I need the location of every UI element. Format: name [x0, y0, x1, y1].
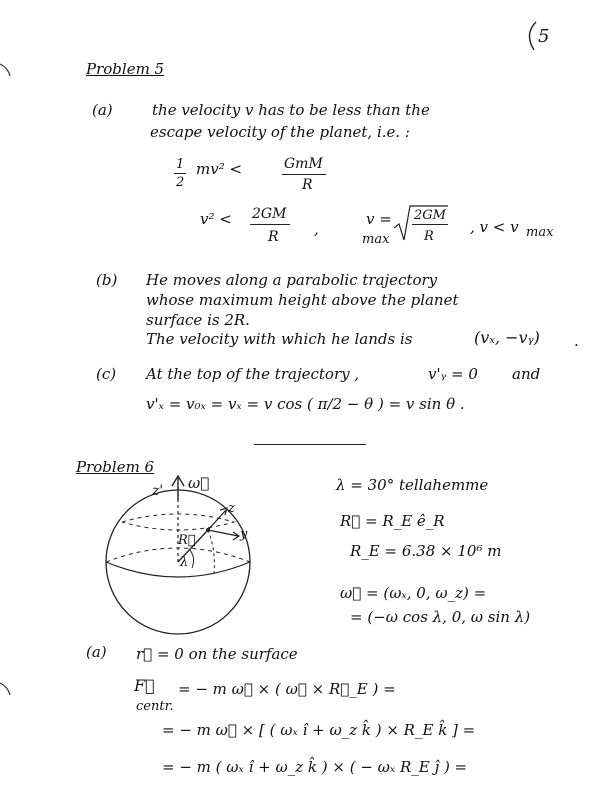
label-r: R⃗ [178, 533, 196, 548]
eq2-sqrt-num: 2GM [414, 208, 446, 223]
problem5-c-line1: At the top of the trajectory , [146, 365, 360, 383]
force-line3: = − m ( ωₓ î + ω_z k̂ ) × ( − ωₓ R_E ĵ ) = [162, 758, 468, 776]
eq2-den: R [268, 229, 279, 245]
page-number: 5 [538, 26, 550, 47]
problem5-a-label: (a) [92, 101, 113, 119]
problem5-title: Problem 5 [86, 60, 165, 78]
eq2-end: , v < v [470, 218, 519, 236]
lambda-arc [190, 550, 194, 568]
problem5-b-label: (b) [96, 271, 118, 289]
section-separator [254, 444, 366, 445]
eq2-max: max [362, 232, 390, 247]
eq2-sqrt-den: R [424, 229, 434, 244]
problem6-lat: λ = 30° tellahemme [336, 476, 489, 494]
latitude-circle [122, 514, 234, 530]
problem5-b-tuple: (vₓ, −vᵧ) [474, 328, 540, 347]
problem5-c-line2: v'ₓ = v₀ₓ = vₓ = v cos ( π/2 − θ ) = v sin θ . [146, 395, 465, 413]
eq1-half-den: 2 [176, 175, 185, 190]
problem5-b-period: . [574, 332, 579, 350]
force-sub: centr. [136, 699, 174, 714]
eq1-lhs: mv² < [196, 160, 243, 178]
eq2-lhs: v² < [200, 210, 232, 228]
problem6-a-label: (a) [86, 643, 107, 661]
problem5-a-line1: the velocity v has to be less than the [152, 101, 430, 119]
eq1-rhs-num: GmM [284, 156, 323, 172]
label-z: z [228, 501, 235, 516]
label-z-prime: z' [152, 483, 164, 499]
eq2-v: v = [366, 210, 392, 228]
eq2-bar [250, 224, 290, 225]
problem5-b-line2: whose maximum height above the planet [146, 291, 459, 309]
eq2-sqrt-bar [412, 224, 448, 225]
force-line2: = − m ω⃗ × [ ( ωₓ î + ω_z k̂ ) × R_E k̂ ] = [162, 721, 476, 739]
force-line1: = − m ω⃗ × ( ω⃗ × R⃗_E ) = [178, 680, 396, 698]
eq2-num: 2GM [252, 206, 287, 222]
problem6-r-vec: R⃗ = R_E ê_R [340, 512, 445, 530]
eq1-half-num: 1 [176, 157, 185, 172]
earth-sphere-diagram [96, 470, 356, 640]
problem5-c-vy: v'ᵧ = 0 [428, 365, 478, 383]
problem5-b-line4: The velocity with which he lands is [146, 330, 413, 348]
eq1-rhs-den: R [302, 177, 313, 193]
eq2-end-sub: max [526, 225, 554, 240]
local-z-axis [208, 510, 226, 530]
binder-mark-bottom [0, 681, 20, 701]
problem5-a-line2: escape velocity of the planet, i.e. : [150, 123, 410, 141]
eq1-half-bar [174, 173, 186, 174]
force-lhs: F⃗ [134, 676, 155, 695]
problem5-c-label: (c) [96, 365, 117, 383]
binder-mark-top [0, 62, 20, 82]
label-y: y [240, 527, 248, 542]
surface-point [206, 528, 210, 532]
equator-front [106, 562, 250, 577]
eq2-comma: , [314, 220, 319, 238]
label-lambda: λ [180, 555, 189, 570]
problem6-re-value: R_E = 6.38 × 10⁶ m [350, 542, 502, 560]
label-omega: ω⃗ [188, 474, 210, 492]
problem6-omega-def1: ω⃗ = (ωₓ, 0, ω_z) = [340, 584, 487, 602]
meridian [208, 530, 214, 574]
problem6-title: Problem 6 [76, 458, 155, 476]
problem6-a-text: r⃗ = 0 on the surface [136, 645, 298, 663]
eq1-rhs-bar [282, 174, 326, 175]
problem6-omega-def2: = (−ω cos λ, 0, ω sin λ) [350, 608, 531, 626]
problem5-b-line1: He moves along a parabolic trajectory [146, 271, 438, 289]
problem5-b-line3: surface is 2R. [146, 311, 250, 329]
problem5-c-and: and [512, 365, 541, 383]
